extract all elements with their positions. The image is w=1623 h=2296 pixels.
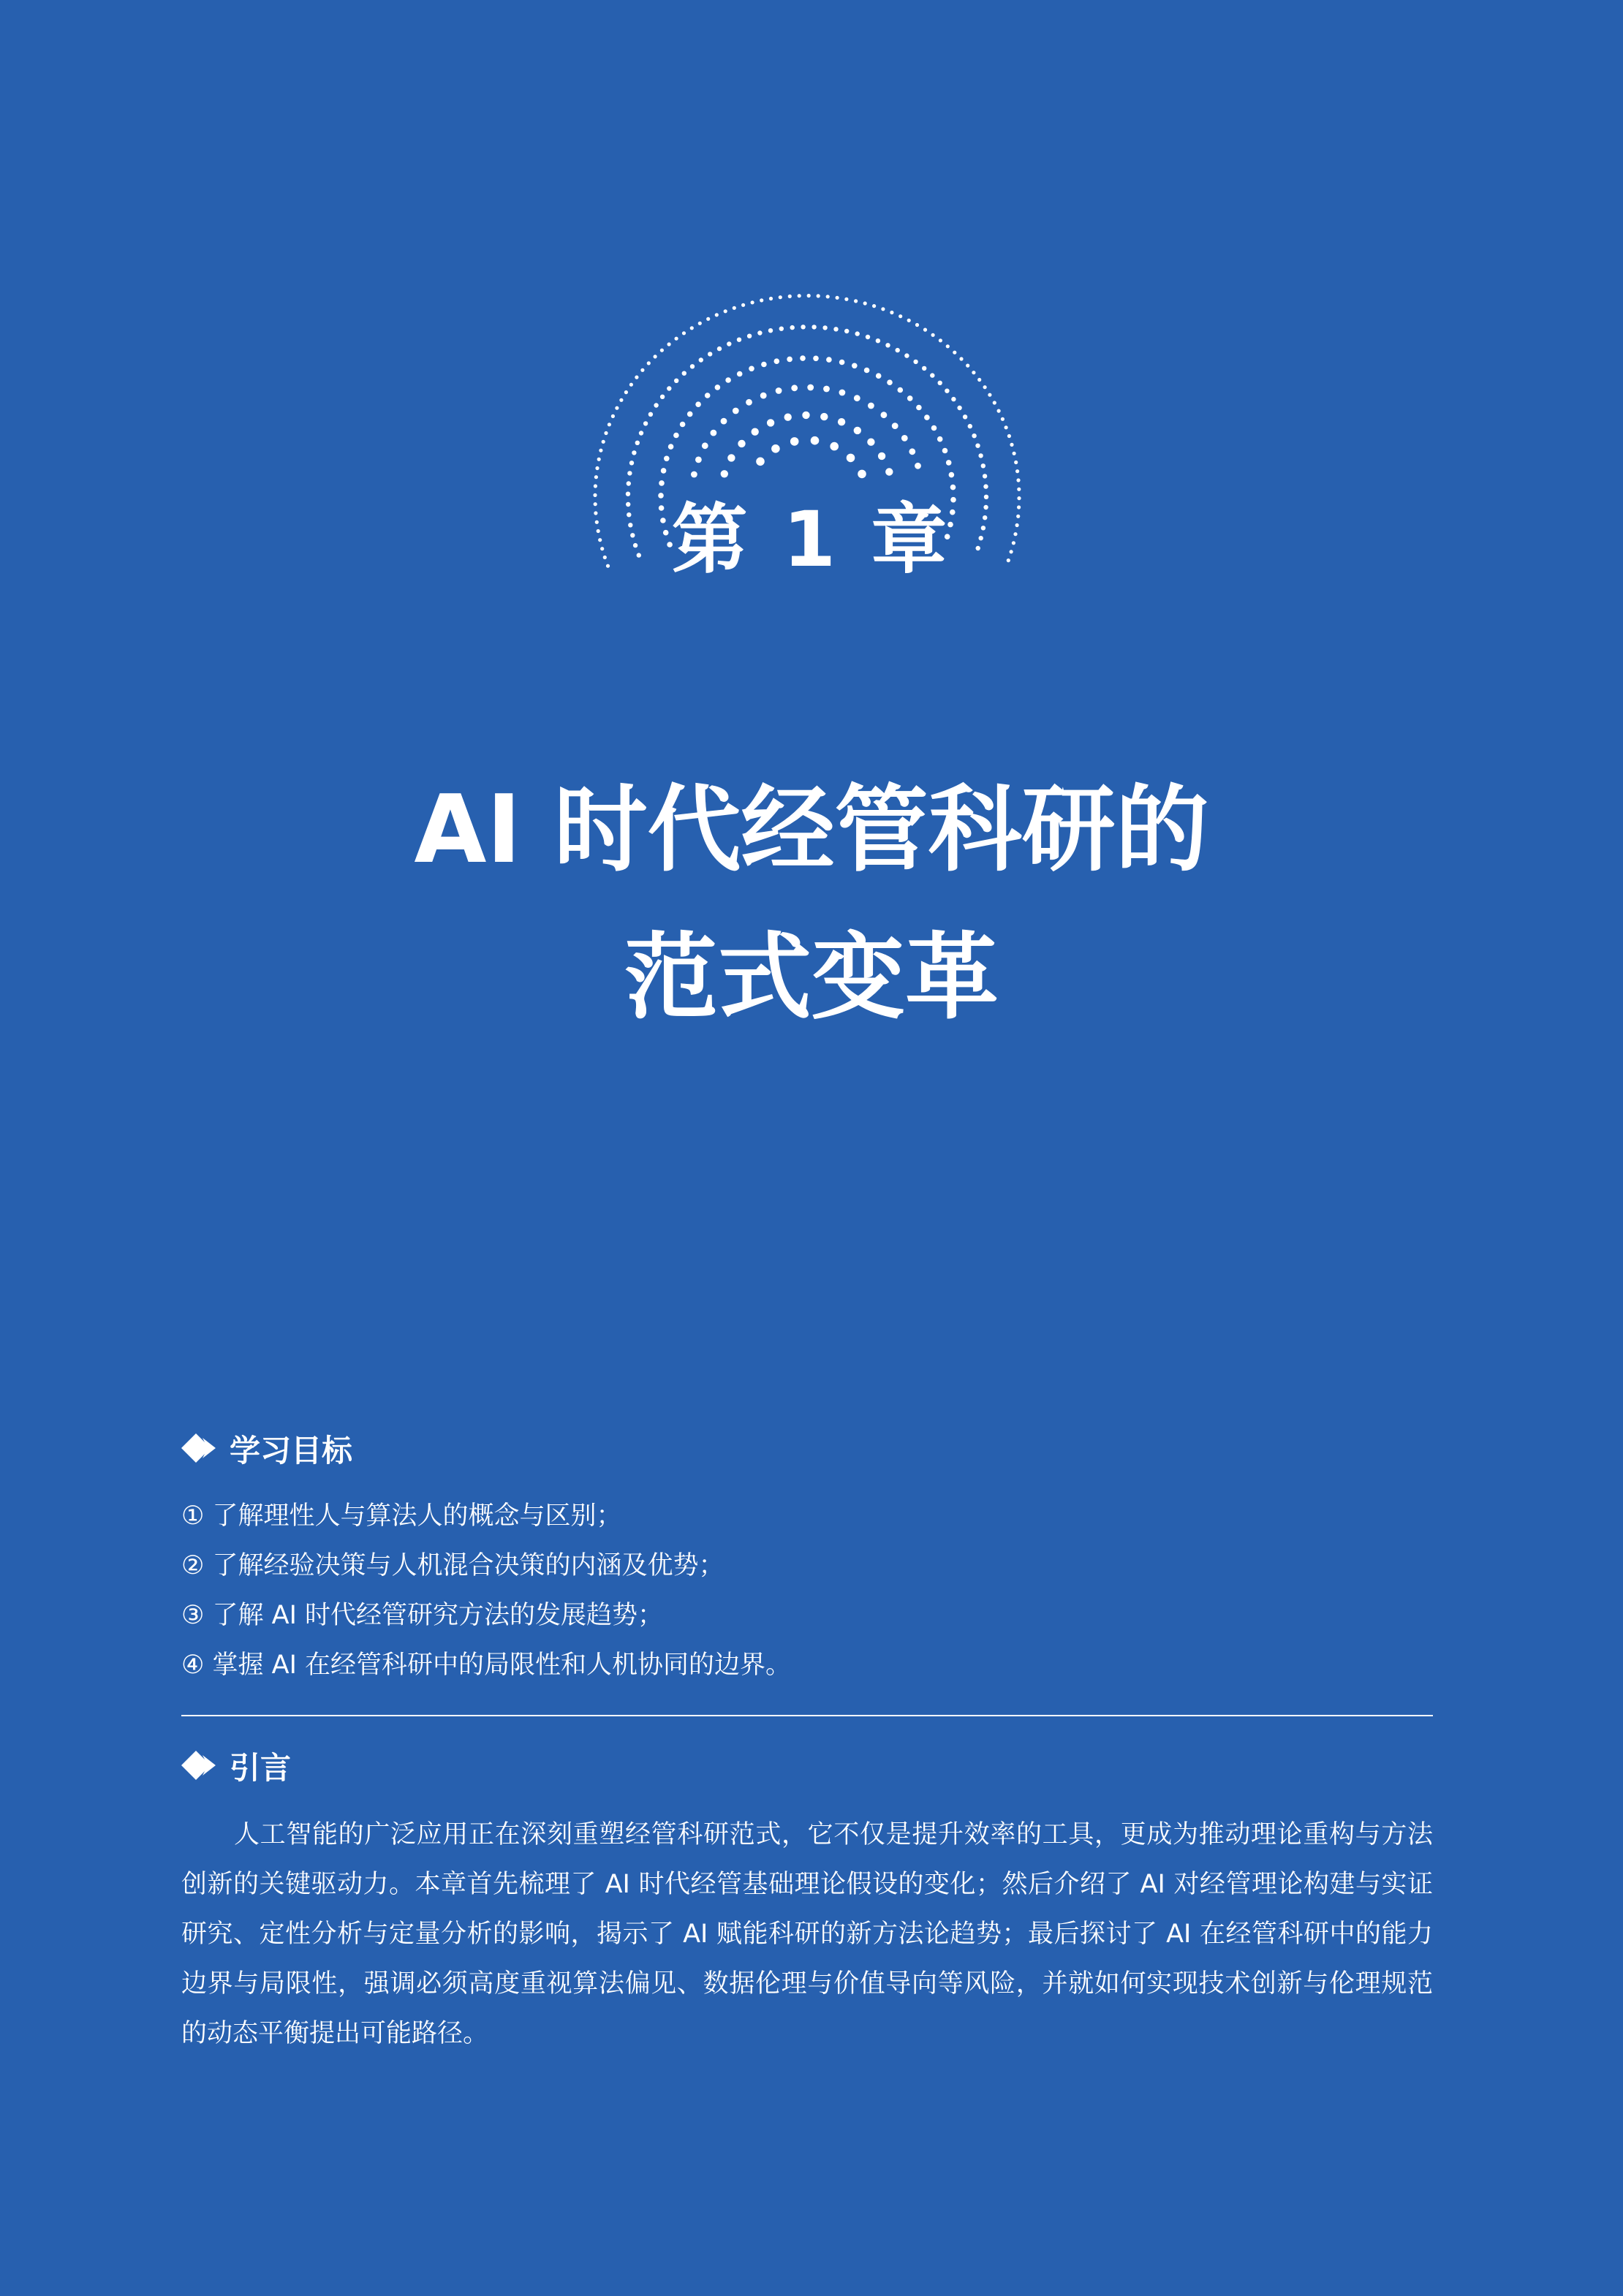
arc-dot bbox=[807, 384, 814, 391]
arc-dot bbox=[747, 334, 752, 338]
section-divider bbox=[181, 1715, 1433, 1716]
arc-dot bbox=[864, 368, 870, 374]
arc-dot bbox=[768, 328, 773, 333]
arc-dot bbox=[725, 377, 731, 383]
arc-dot bbox=[687, 412, 693, 417]
arc-dot bbox=[826, 357, 832, 363]
arc-dot bbox=[881, 412, 888, 418]
arc-dot bbox=[966, 364, 969, 368]
arc-dot bbox=[847, 454, 855, 463]
introduction-heading bbox=[181, 1744, 291, 1788]
arc-dot bbox=[1015, 469, 1019, 473]
arc-dot bbox=[627, 471, 632, 475]
arc-dot bbox=[802, 412, 809, 419]
arc-dot bbox=[648, 412, 653, 417]
arc-dot bbox=[823, 386, 830, 393]
arc-dot bbox=[945, 389, 949, 393]
arc-dot bbox=[949, 472, 955, 478]
arc-dot bbox=[938, 381, 942, 385]
arc-dot bbox=[811, 436, 820, 445]
arc-dot bbox=[698, 322, 702, 325]
arc-dot bbox=[881, 307, 885, 311]
arc-dot bbox=[702, 442, 708, 449]
arc-dot bbox=[830, 442, 839, 451]
arc-dot bbox=[907, 395, 913, 401]
arc-dot bbox=[957, 406, 961, 410]
arc-dot bbox=[608, 423, 611, 426]
arc-dot bbox=[820, 413, 828, 420]
arc-dot bbox=[867, 439, 874, 446]
arc-dot bbox=[817, 294, 820, 298]
arc-dot bbox=[892, 423, 898, 429]
arc-dot bbox=[854, 299, 858, 303]
arc-dot bbox=[624, 390, 628, 394]
arc-dot bbox=[751, 300, 754, 304]
arc-dot bbox=[838, 418, 845, 425]
arc-dot bbox=[680, 422, 686, 428]
arc-dot bbox=[972, 433, 976, 438]
arc-dot bbox=[981, 463, 985, 468]
arc-dot bbox=[756, 458, 765, 466]
arc-dot bbox=[695, 457, 702, 463]
arc-dot bbox=[721, 418, 727, 425]
arc-dot bbox=[913, 360, 918, 364]
arc-dot bbox=[844, 329, 849, 333]
arc-dot bbox=[972, 371, 975, 374]
objectives-list bbox=[181, 1491, 1439, 1690]
arc-dot bbox=[887, 379, 893, 385]
arc-dot bbox=[896, 348, 900, 352]
arc-dot bbox=[619, 398, 623, 402]
arc-dot bbox=[695, 401, 701, 407]
arc-dot bbox=[661, 468, 667, 474]
arc-dot bbox=[602, 440, 605, 444]
chapter-title-line-1: AI 时代经管科研的 bbox=[414, 776, 1209, 884]
arc-dot bbox=[898, 387, 904, 393]
arc-dot bbox=[942, 448, 948, 454]
arc-dot bbox=[711, 430, 717, 436]
arc-dot bbox=[733, 408, 739, 414]
arc-dot bbox=[737, 371, 743, 377]
arc-dot bbox=[667, 342, 671, 346]
arc-dot bbox=[779, 295, 782, 299]
arc-dot bbox=[629, 383, 633, 387]
arc-dot bbox=[907, 319, 911, 322]
arc-dot bbox=[604, 431, 608, 435]
arc-dot bbox=[855, 331, 860, 336]
arc-dot bbox=[715, 384, 721, 390]
arc-dot bbox=[930, 373, 934, 377]
arc-dot bbox=[790, 325, 795, 330]
arc-dot bbox=[885, 468, 893, 475]
arc-dot bbox=[682, 331, 686, 335]
arc-dot bbox=[784, 414, 792, 421]
arc-dot bbox=[752, 428, 759, 436]
arc-dot bbox=[1016, 478, 1020, 482]
arc-dot bbox=[664, 456, 670, 462]
chapter-title-line-2: 范式变革 bbox=[624, 923, 999, 1032]
arc-dot bbox=[922, 366, 926, 371]
arc-dot bbox=[909, 448, 915, 455]
introduction-title: 引言 bbox=[230, 1750, 292, 1786]
arc-dot bbox=[615, 406, 618, 410]
arc-dot bbox=[690, 326, 694, 330]
arc-dot bbox=[924, 414, 930, 420]
arc-dot bbox=[1013, 452, 1016, 455]
arc-dot bbox=[836, 296, 839, 300]
arc-dot bbox=[760, 298, 763, 302]
arc-dot bbox=[675, 337, 678, 341]
arc-dot bbox=[915, 463, 921, 469]
arc-dot bbox=[708, 352, 712, 356]
arc-dot bbox=[721, 470, 728, 477]
arc-dot bbox=[876, 373, 882, 379]
arc-dot bbox=[654, 355, 657, 358]
arc-dot bbox=[916, 405, 922, 411]
arc-dot bbox=[594, 475, 598, 479]
arc-dot bbox=[599, 449, 602, 452]
arc-dot bbox=[854, 395, 860, 401]
arc-dot bbox=[639, 431, 643, 435]
arc-dot bbox=[839, 360, 845, 365]
arc-dot bbox=[760, 393, 767, 399]
arc-dot bbox=[872, 304, 876, 308]
arc-dot bbox=[647, 361, 651, 365]
arc-dot bbox=[699, 357, 703, 362]
arc-dot bbox=[724, 309, 727, 313]
arc-dot bbox=[749, 366, 754, 372]
arc-dot bbox=[660, 395, 665, 399]
arc-dot bbox=[915, 323, 919, 327]
arc-dot bbox=[839, 390, 846, 396]
arc-dot bbox=[868, 403, 874, 409]
arc-dot bbox=[774, 358, 780, 364]
chapter-label: 第 1 章 bbox=[671, 495, 952, 584]
arc-dot bbox=[852, 363, 858, 369]
arc-dot bbox=[727, 454, 735, 461]
arc-dot bbox=[1010, 443, 1013, 447]
arc-dot bbox=[659, 480, 665, 486]
arc-dot bbox=[1014, 461, 1018, 464]
objective-item-2: ② 了解经验决策与人机混合决策的内涵及优势； bbox=[181, 1551, 725, 1580]
arc-dot bbox=[876, 338, 880, 343]
arc-dot bbox=[813, 356, 819, 362]
arc-dot bbox=[959, 357, 963, 360]
arc-dot bbox=[667, 386, 671, 390]
arc-dot bbox=[1005, 425, 1008, 429]
arc-dot bbox=[833, 327, 838, 331]
arc-dot bbox=[951, 397, 956, 401]
arc-dot bbox=[798, 294, 801, 298]
arc-dot bbox=[690, 364, 695, 368]
arc-dot bbox=[654, 403, 658, 407]
arc-dot bbox=[844, 298, 848, 301]
arc-dot bbox=[668, 444, 674, 450]
arc-dot bbox=[978, 453, 983, 458]
arc-dot bbox=[738, 440, 745, 447]
arc-dot bbox=[946, 344, 950, 348]
arc-dot bbox=[807, 294, 811, 298]
arc-dot bbox=[993, 401, 996, 404]
arc-dot bbox=[988, 393, 991, 397]
arc-dot bbox=[931, 425, 937, 431]
arc-dot bbox=[706, 317, 710, 321]
arc-dot bbox=[812, 325, 816, 329]
arc-dot bbox=[904, 353, 909, 357]
arc-dot bbox=[975, 444, 980, 448]
arc-dot bbox=[771, 444, 780, 453]
arc-dot bbox=[632, 450, 636, 455]
arc-dot bbox=[787, 357, 792, 363]
arc-dot bbox=[627, 481, 631, 485]
arc-dot bbox=[939, 338, 942, 342]
arc-dot bbox=[757, 330, 762, 335]
arc-dot bbox=[788, 295, 792, 298]
arc-dot bbox=[822, 325, 827, 330]
arc-dot bbox=[878, 452, 885, 460]
arc-dot bbox=[779, 327, 784, 331]
arc-dot bbox=[946, 460, 952, 466]
objective-item-3: ③ 了解 AI 时代经管研究方法的发展趋势； bbox=[181, 1601, 664, 1630]
objective-item-1: ① 了解理性人与算法人的概念与区别； bbox=[181, 1501, 622, 1531]
arc-dot bbox=[866, 335, 870, 339]
arc-dot bbox=[790, 437, 799, 446]
arc-dot bbox=[937, 436, 943, 442]
introduction-paragraph: 人工智能的广泛应用正在深刻重塑经管科研范式，它不仅是提升效率的工具，更成为推动理论重构与方法创新的关键驱动力。本章首先梳理了 AI 时代经管基础理论假设的变化；然后介绍了 AI 对经管理论构建与实证研究、定性分析与定量分析的影响，揭示了 AI 赋能科研的新方法论趋势；最后探讨了 AI 在经管科研中的能力边界与局限性，强调必须高度重视算法偏见、数据伦理与价值导向等风险，并就如何实现技术创新与伦理规范的动态平衡提出可能路径。 bbox=[181, 1820, 1433, 2048]
arc-dot bbox=[890, 311, 893, 314]
arc-dot bbox=[977, 378, 981, 382]
arc-dot bbox=[611, 414, 615, 418]
arc-dot bbox=[682, 371, 686, 376]
arc-dot bbox=[761, 362, 767, 368]
arc-dot bbox=[863, 301, 867, 305]
diamond-icon bbox=[181, 1748, 218, 1784]
objective-item-4: ④ 掌握 AI 在经管科研中的局限性和人机协同的边界。 bbox=[181, 1651, 792, 1680]
arc-dot bbox=[594, 484, 597, 488]
arc-dot bbox=[997, 409, 1001, 413]
arc-dot bbox=[660, 349, 664, 352]
arc-dot bbox=[826, 295, 830, 298]
diamond-icon bbox=[181, 1431, 218, 1467]
arc-dot bbox=[741, 303, 745, 307]
arc-dot bbox=[629, 461, 634, 465]
learning-objectives-title: 学习目标 bbox=[230, 1433, 353, 1469]
arc-dot bbox=[854, 427, 861, 434]
arc-dot bbox=[776, 387, 782, 394]
arc-dot bbox=[705, 393, 711, 398]
arc-dot bbox=[791, 384, 798, 391]
arc-dot bbox=[885, 343, 890, 347]
arc-dot bbox=[746, 399, 752, 406]
arc-dot bbox=[643, 421, 648, 425]
arc-dot bbox=[858, 470, 866, 479]
arc-dot bbox=[597, 458, 601, 461]
arc-dot bbox=[983, 474, 987, 478]
arc-dot bbox=[968, 424, 972, 428]
arc-dot bbox=[923, 328, 927, 332]
arc-dot bbox=[737, 338, 741, 342]
arc-dot bbox=[1001, 417, 1005, 421]
arc-dot bbox=[931, 333, 935, 337]
arc-dot bbox=[953, 351, 956, 355]
arc-dot bbox=[727, 341, 731, 346]
arc-dot bbox=[715, 313, 719, 317]
arc-dot bbox=[635, 441, 640, 445]
arc-dot bbox=[767, 419, 774, 426]
arc-dot bbox=[635, 376, 638, 379]
arc-dot bbox=[691, 471, 697, 478]
arc-dot bbox=[673, 433, 679, 439]
arc-dot bbox=[733, 306, 736, 310]
arc-dot bbox=[1007, 434, 1011, 438]
arc-dot bbox=[963, 414, 967, 419]
arc-dot bbox=[898, 314, 902, 318]
arc-dot bbox=[717, 346, 722, 351]
arc-dot bbox=[800, 355, 806, 361]
arc-dot bbox=[901, 435, 908, 442]
arc-dot bbox=[674, 379, 678, 383]
learning-objectives-heading bbox=[181, 1427, 352, 1471]
arc-dot bbox=[983, 385, 987, 389]
arc-dot bbox=[801, 325, 805, 329]
arc-dot bbox=[595, 466, 599, 470]
arc-dot bbox=[640, 368, 644, 372]
arc-dot bbox=[769, 297, 773, 300]
